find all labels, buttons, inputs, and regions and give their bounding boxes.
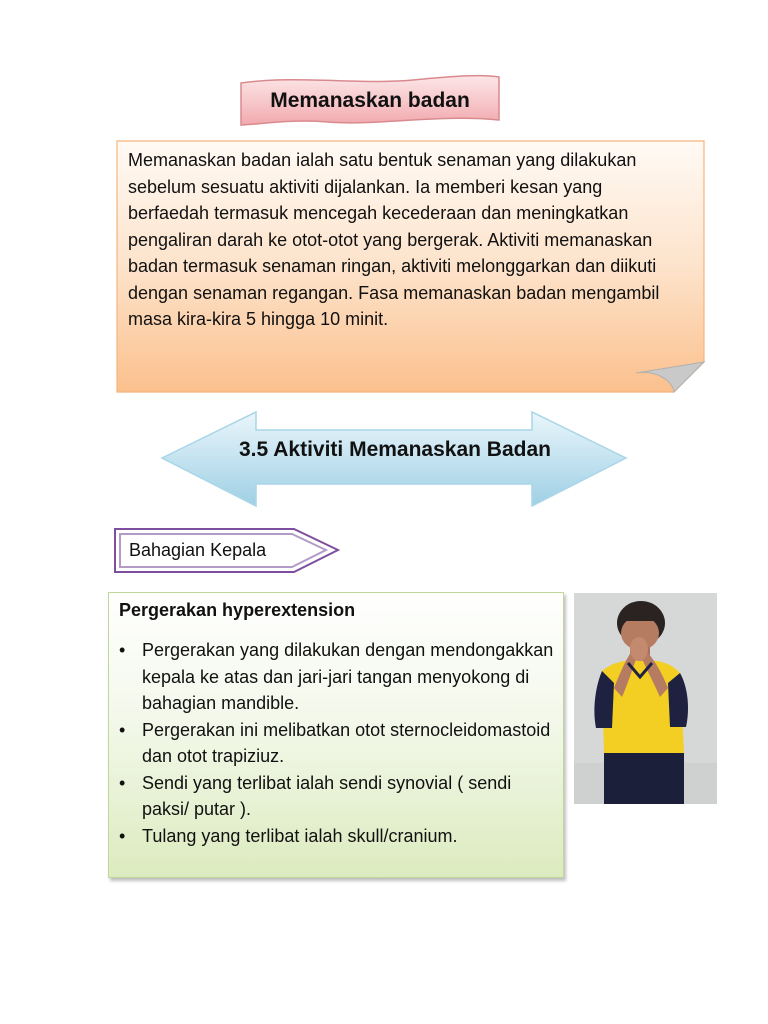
arrow-label: 3.5 Aktiviti Memanaskan Badan [238, 438, 551, 461]
page-title: Memanaskan badan [270, 89, 470, 112]
movement-info-box [108, 592, 564, 878]
intro-note [116, 140, 706, 394]
student-stretch-photo [574, 593, 717, 804]
list-item: • Tulang yang terlibat ialah skull/cranium. [119, 823, 559, 850]
intro-paragraph: Memanaskan badan ialah satu bentuk senaman yang dilakukan sebelum sesuatu aktiviti dijalankan. Ia memberi kesan yang berfaedah termasuk mencegah kecederaan dan meningkatkan pengaliran darah ke otot-otot yang bergerak. Aktiviti memanaskan badan termasuk senaman ringan, aktiviti melonggarkan dan diikuti dengan senaman regangan. Fasa memanaskan badan mengambil masa kira-kira 5 hingga 10 minit. [128, 150, 660, 329]
list-item: • Pergerakan yang dilakukan dengan mendongakkan kepala ke atas dan jari-jari tangan menyokong di bahagian mandible. [119, 637, 559, 717]
section-arrow [160, 410, 630, 510]
list-item: • Sendi yang terlibat ialah sendi synovial ( sendi paksi/ putar ). [119, 770, 559, 823]
section-label: Bahagian Kepala [129, 539, 267, 560]
title-banner [238, 74, 502, 128]
section-tag [114, 528, 340, 576]
movement-heading: Pergerakan hyperextension [119, 600, 356, 620]
bullet-list [119, 637, 559, 849]
list-item: • Pergerakan ini melibatkan otot sternocleidomastoid dan otot trapiziuz. [119, 717, 559, 770]
